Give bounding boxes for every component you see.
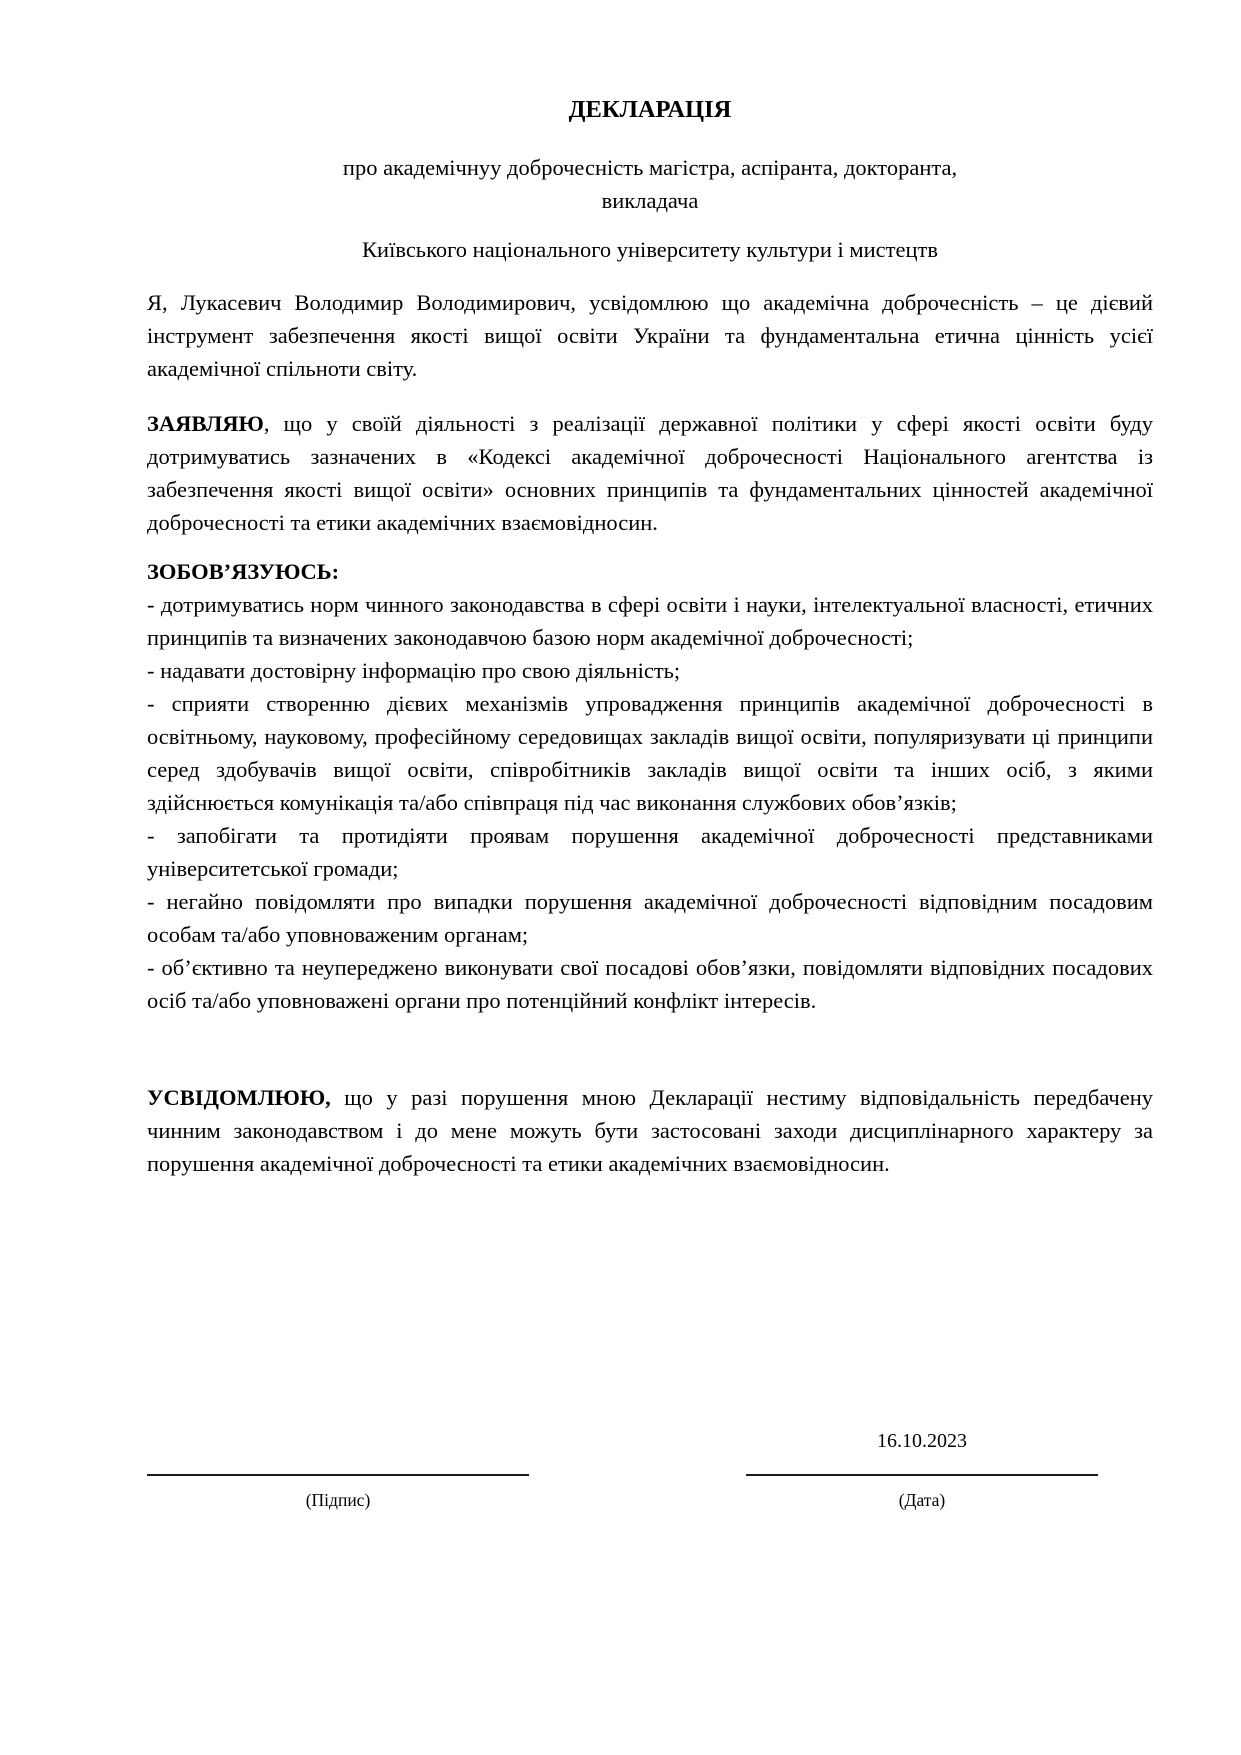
document-subtitle-line-2: викладача (601, 188, 699, 213)
commitment-item-5: - негайно повідомляти про випадки порушення академічної доброчесності відповідним посадовим особам та/або уповноваженим органам; (147, 889, 1153, 947)
university-name: Київського національного університету культури і мистецтв (362, 237, 938, 262)
acknowledgement-paragraph-text: що у разі порушення мною Декларації нестиму відповідальність передбачену чинним законодавством і до мене можуть бути застосовані заходи дисциплінарного характеру за порушення академічної доброчесності та етики академічних взаємовідносин. (147, 1085, 1153, 1176)
signature-label: (Підпис) (305, 1490, 371, 1510)
signature-block (147, 1428, 1153, 1511)
commitment-item-4: - запобігати та протидіяти проявам порушення академічної доброчесності представниками університетської громади; (147, 823, 1153, 881)
commitment-item-6: - об’єктивно та неупереджено виконувати свої посадові обов’язки, повідомляти відповідних посадових осіб та/або уповноважені органи про потенційний конфлікт інтересів. (147, 955, 1153, 1013)
commitments-list (147, 588, 1153, 1017)
intro-paragraph: Я, Лукасевич Володимир Володимирович, усвідомлюю що академічна доброчесність – це дієвий інструмент забезпечення якості вищої освіти України та фундаментальна етична цінність усієї академічної спільноти світу. (147, 290, 1153, 381)
commitments-heading: ЗОБОВ’ЯЗУЮСЬ: (147, 559, 340, 584)
declaration-paragraph-text: , що у своїй діяльності з реалізації державної політики у сфері якості освіти буду дотримуватись зазначених в «Кодексі академічної доброчесності Національного агентства із забезпечення якості вищої освіти» основних принципів та фундаментальних цінностей академічної доброчесності та етики академічних взаємовідносин. (147, 411, 1153, 535)
declaration-paragraph (147, 407, 1153, 539)
declaration-lead-word: ЗАЯВЛЯЮ (147, 411, 264, 436)
document-subtitle (147, 151, 1153, 217)
commitment-item-2: - надавати достовірну інформацію про свою діяльність; (147, 658, 681, 683)
document-title: ДЕКЛАРАЦІЯ (568, 96, 732, 123)
date-field (746, 1428, 1098, 1511)
acknowledgement-lead-word: УСВІДОМЛЮЮ, (147, 1085, 331, 1110)
date-line (746, 1474, 1098, 1476)
acknowledgement-paragraph (147, 1081, 1153, 1180)
date-value: 16.10.2023 (877, 1430, 967, 1452)
signature-field (147, 1428, 529, 1511)
signature-line (147, 1474, 529, 1476)
commitment-item-1: - дотримуватись норм чинного законодавства в сфері освіти і науки, інтелектуальної власності, етичних принципів та визначених законодавчою базою норм академічної доброчесності; (147, 592, 1153, 650)
document-subtitle-line-1: про академічнуу доброчесність магістра, аспіранта, докторанта, (342, 155, 958, 180)
signature-value-empty (147, 1428, 529, 1474)
commitment-item-3: - сприяти створенню дієвих механізмів упровадження принципів академічної доброчесності в освітньому, науковому, професійному середовищах закладів вищої освіти, популяризувати ці принципи серед здобувачів вищої освіти, співробітників закладів вищої освіти та інших осіб, з якими здійснюється комунікація та/або співпраця під час виконання службових обов’язків; (147, 691, 1153, 815)
date-label: (Дата) (898, 1490, 946, 1510)
